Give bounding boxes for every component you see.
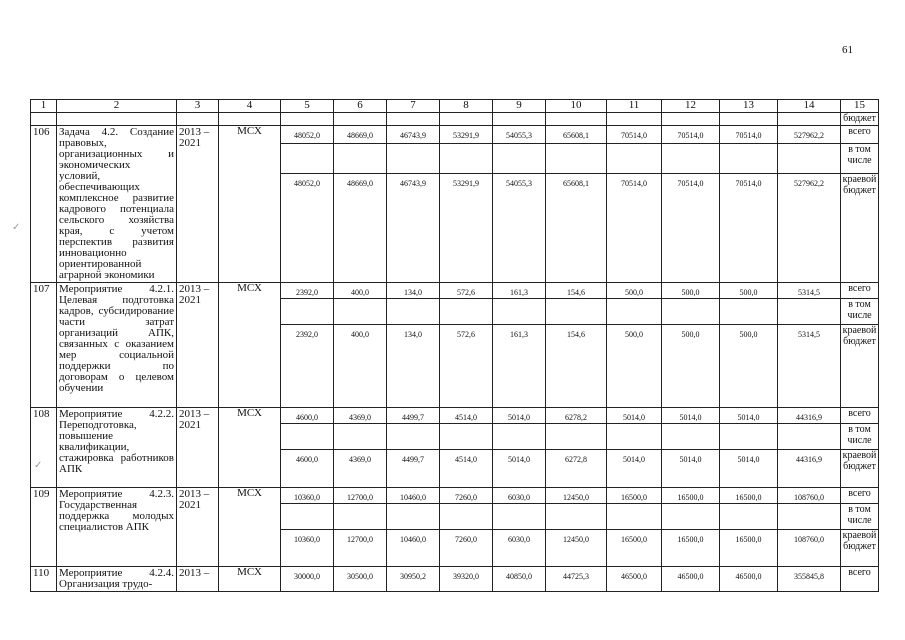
header-cell: 9 (493, 100, 546, 113)
value-cell: 12450,0 (546, 530, 607, 567)
value-cell: 70514,0 (662, 126, 720, 144)
value-cell (387, 424, 440, 450)
row-org: МСХ (219, 126, 281, 283)
value-cell (281, 504, 334, 530)
value-cell: 10360,0 (281, 530, 334, 567)
header-cell: 14 (778, 100, 841, 113)
budget-table (30, 99, 879, 592)
scan-mark: ✓ (12, 222, 21, 233)
row-unit: в том числе (841, 504, 879, 530)
value-cell (334, 299, 387, 325)
value-cell (493, 299, 546, 325)
value-cell: 5014,0 (720, 450, 778, 488)
row-period: 2013 – 2021 (177, 488, 219, 567)
continuation-label: бюджет (841, 113, 879, 126)
value-cell (546, 144, 607, 174)
row-index: 108 (31, 408, 57, 488)
value-cell (334, 424, 387, 450)
value-cell: 4369,0 (334, 450, 387, 488)
value-cell: 40850,0 (493, 567, 546, 592)
value-cell: 30500,0 (334, 567, 387, 592)
row-period: 2013 – 2021 (177, 408, 219, 488)
value-cell: 16500,0 (662, 530, 720, 567)
value-cell (662, 299, 720, 325)
value-cell (720, 299, 778, 325)
value-cell: 70514,0 (607, 173, 662, 282)
value-cell: 10460,0 (387, 530, 440, 567)
value-cell: 44725,3 (546, 567, 607, 592)
value-cell: 154,6 (546, 325, 607, 408)
value-cell: 53291,9 (440, 126, 493, 144)
value-cell: 500,0 (720, 283, 778, 299)
value-cell: 4369,0 (334, 408, 387, 424)
header-cell: 15 (841, 100, 879, 113)
value-cell (387, 144, 440, 174)
value-cell: 10460,0 (387, 488, 440, 504)
row-unit: всего (841, 126, 879, 144)
value-cell: 4514,0 (440, 450, 493, 488)
value-cell: 6030,0 (493, 488, 546, 504)
row-name: Мероприятие 4.2.1. Целевая подготовка кадров, субсидирование части затрат организаций АПК, связанных с оказанием мер социальной поддержки по договорам о целевом обучении (57, 283, 177, 408)
value-cell: 70514,0 (720, 126, 778, 144)
value-cell: 6278,2 (546, 408, 607, 424)
value-cell: 400,0 (334, 283, 387, 299)
row-unit: всего (841, 567, 879, 592)
value-cell (662, 144, 720, 174)
row-index: 107 (31, 283, 57, 408)
value-cell (778, 144, 841, 174)
value-cell: 500,0 (662, 283, 720, 299)
value-cell (546, 424, 607, 450)
value-cell: 7260,0 (440, 530, 493, 567)
row-unit: в том числе (841, 144, 879, 174)
row-org: МСХ (219, 567, 281, 592)
value-cell (440, 144, 493, 174)
value-cell: 7260,0 (440, 488, 493, 504)
row-period: 2013 – 2021 (177, 126, 219, 283)
value-cell: 65608,1 (546, 173, 607, 282)
value-cell: 5314,5 (778, 325, 841, 408)
value-cell: 400,0 (334, 325, 387, 408)
value-cell: 12700,0 (334, 530, 387, 567)
value-cell: 572,6 (440, 325, 493, 408)
page-number: 61 (842, 44, 853, 56)
value-cell (778, 424, 841, 450)
value-cell (607, 144, 662, 174)
value-cell (720, 144, 778, 174)
value-cell: 134,0 (387, 283, 440, 299)
value-cell: 53291,9 (440, 173, 493, 282)
value-cell: 5014,0 (493, 408, 546, 424)
row-unit: в том числе (841, 424, 879, 450)
row-org: МСХ (219, 488, 281, 567)
value-cell: 16500,0 (607, 488, 662, 504)
header-cell: 5 (281, 100, 334, 113)
value-cell: 16500,0 (607, 530, 662, 567)
value-cell: 48669,0 (334, 173, 387, 282)
row-org: МСХ (219, 408, 281, 488)
value-cell (607, 504, 662, 530)
value-cell: 527962,2 (778, 126, 841, 144)
row-unit: всего (841, 488, 879, 504)
value-cell: 39320,0 (440, 567, 493, 592)
row-index: 110 (31, 567, 57, 592)
header-cell: 4 (219, 100, 281, 113)
value-cell (334, 504, 387, 530)
value-cell: 54055,3 (493, 173, 546, 282)
value-cell (387, 299, 440, 325)
header-cell: 2 (57, 100, 177, 113)
value-cell: 46500,0 (662, 567, 720, 592)
value-cell (778, 504, 841, 530)
value-cell (662, 504, 720, 530)
row-name: Мероприятие 4.2.4. Организация трудо- (57, 567, 177, 592)
value-cell: 10360,0 (281, 488, 334, 504)
value-cell (546, 504, 607, 530)
value-cell (546, 299, 607, 325)
value-cell (334, 144, 387, 174)
header-cell: 13 (720, 100, 778, 113)
value-cell: 4514,0 (440, 408, 493, 424)
header-cell: 11 (607, 100, 662, 113)
value-cell: 527962,2 (778, 173, 841, 282)
value-cell: 4499,7 (387, 450, 440, 488)
value-cell: 4600,0 (281, 450, 334, 488)
row-unit: краевой бюджет (841, 530, 879, 567)
value-cell: 12450,0 (546, 488, 607, 504)
value-cell: 5014,0 (493, 450, 546, 488)
value-cell: 5314,5 (778, 283, 841, 299)
continuation-row (31, 113, 879, 126)
header-cell: 10 (546, 100, 607, 113)
row-name: Мероприятие 4.2.3. Государственная поддержка молодых специалистов АПК (57, 488, 177, 567)
value-cell: 70514,0 (662, 173, 720, 282)
header-cell: 3 (177, 100, 219, 113)
value-cell (281, 144, 334, 174)
value-cell: 70514,0 (607, 126, 662, 144)
value-cell: 5014,0 (662, 408, 720, 424)
value-cell (493, 144, 546, 174)
value-cell: 5014,0 (720, 408, 778, 424)
value-cell: 2392,0 (281, 325, 334, 408)
value-cell: 48669,0 (334, 126, 387, 144)
value-cell: 12700,0 (334, 488, 387, 504)
value-cell (493, 504, 546, 530)
row-index: 109 (31, 488, 57, 567)
value-cell (281, 424, 334, 450)
row-period: 2013 – 2021 (177, 283, 219, 408)
value-cell: 46500,0 (720, 567, 778, 592)
value-cell (440, 424, 493, 450)
value-cell (720, 504, 778, 530)
value-cell: 500,0 (607, 325, 662, 408)
value-cell: 46743,9 (387, 126, 440, 144)
value-cell: 16500,0 (662, 488, 720, 504)
value-cell: 5014,0 (607, 450, 662, 488)
value-cell: 134,0 (387, 325, 440, 408)
row-unit: всего (841, 408, 879, 424)
value-cell (607, 299, 662, 325)
value-cell: 154,6 (546, 283, 607, 299)
value-cell: 572,6 (440, 283, 493, 299)
value-cell: 4499,7 (387, 408, 440, 424)
row-unit: всего (841, 283, 879, 299)
value-cell: 65608,1 (546, 126, 607, 144)
value-cell (607, 424, 662, 450)
value-cell (493, 424, 546, 450)
value-cell: 16500,0 (720, 488, 778, 504)
header-cell: 6 (334, 100, 387, 113)
header-cell: 7 (387, 100, 440, 113)
header-row (31, 100, 879, 113)
value-cell: 30000,0 (281, 567, 334, 592)
record-row (31, 567, 879, 592)
value-cell: 161,3 (493, 325, 546, 408)
value-cell: 44316,9 (778, 408, 841, 424)
value-cell (387, 504, 440, 530)
value-cell: 46743,9 (387, 173, 440, 282)
value-cell: 30950,2 (387, 567, 440, 592)
value-cell (440, 299, 493, 325)
row-period: 2013 – (177, 567, 219, 592)
record-row (31, 126, 879, 144)
value-cell: 46500,0 (607, 567, 662, 592)
row-unit: краевой бюджет (841, 173, 879, 282)
row-name: Задача 4.2. Создание правовых, организационных и экономических условий, обеспечивающих комплексное развитие кадрового потенциала сельского хозяйства края, с учетом перспектив развития инновационно ориентированной аграрной экономики (57, 126, 177, 283)
value-cell: 5014,0 (662, 450, 720, 488)
value-cell: 108760,0 (778, 530, 841, 567)
value-cell: 4600,0 (281, 408, 334, 424)
row-unit: краевой бюджет (841, 325, 879, 408)
value-cell: 355845,8 (778, 567, 841, 592)
value-cell: 500,0 (720, 325, 778, 408)
header-cell: 1 (31, 100, 57, 113)
value-cell (720, 424, 778, 450)
value-cell (281, 299, 334, 325)
value-cell: 500,0 (607, 283, 662, 299)
value-cell: 6030,0 (493, 530, 546, 567)
value-cell: 2392,0 (281, 283, 334, 299)
value-cell: 161,3 (493, 283, 546, 299)
value-cell: 5014,0 (607, 408, 662, 424)
value-cell: 48052,0 (281, 126, 334, 144)
value-cell (778, 299, 841, 325)
record-row (31, 283, 879, 299)
value-cell (662, 424, 720, 450)
row-unit: краевой бюджет (841, 450, 879, 488)
value-cell: 500,0 (662, 325, 720, 408)
value-cell: 48052,0 (281, 173, 334, 282)
scan-mark: ✓ (34, 460, 43, 471)
record-row (31, 488, 879, 504)
value-cell: 44316,9 (778, 450, 841, 488)
value-cell: 108760,0 (778, 488, 841, 504)
row-index: 106 (31, 126, 57, 283)
value-cell: 6272,8 (546, 450, 607, 488)
header-cell: 8 (440, 100, 493, 113)
row-unit: в том числе (841, 299, 879, 325)
value-cell: 16500,0 (720, 530, 778, 567)
row-name: Мероприятие 4.2.2. Переподготовка, повышение квалификации, стажировка работников АПК (57, 408, 177, 488)
value-cell: 70514,0 (720, 173, 778, 282)
value-cell (440, 504, 493, 530)
row-org: МСХ (219, 283, 281, 408)
record-row (31, 408, 879, 424)
value-cell: 54055,3 (493, 126, 546, 144)
header-cell: 12 (662, 100, 720, 113)
